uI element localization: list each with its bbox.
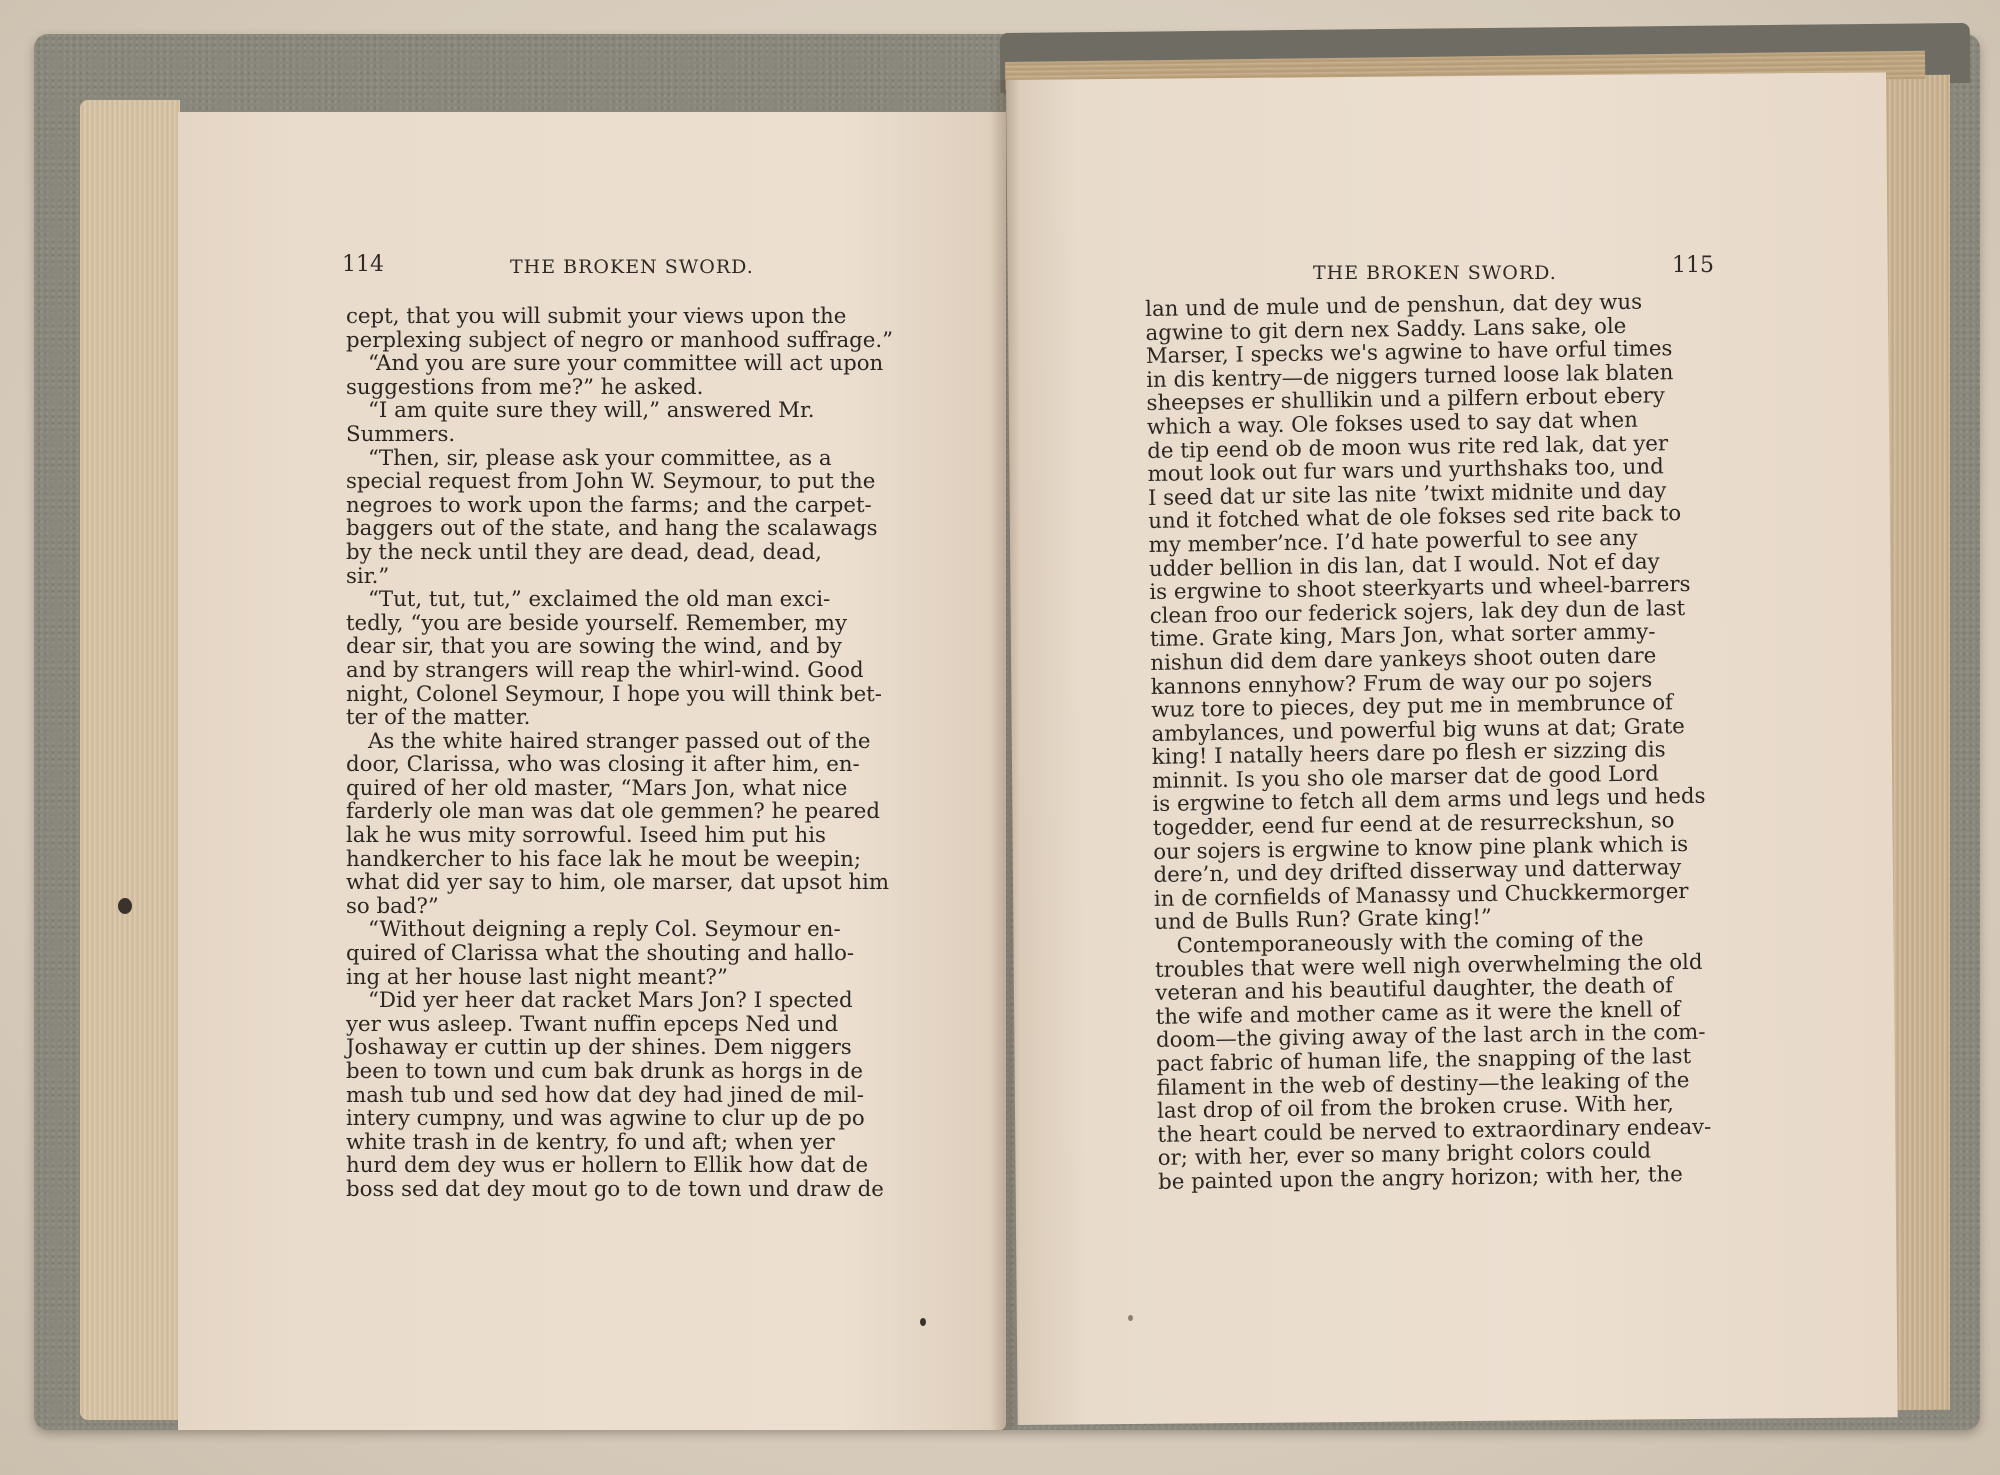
text-line: ter of the matter. xyxy=(346,705,531,731)
text-line: be painted upon the angry horizon; with her, the xyxy=(1157,1162,1683,1195)
text-line: night, Colonel Seymour, I hope you will think bet- xyxy=(346,681,882,707)
text-line: de tip eend ob de moon wus rite red lak, dat yer xyxy=(1147,430,1669,464)
text-line: handkercher to his face lak he mout be weepin; xyxy=(346,846,862,872)
text-line: togedder, eend fur eend at de resurreckshun, so xyxy=(1152,808,1675,842)
text-line: ambylances, und powerful big wuns at dat; Grate xyxy=(1151,713,1685,747)
text-line: quired of Clarissa what the shouting and hallo- xyxy=(346,941,855,967)
text-line: lan und de mule und de penshun, dat dey wus xyxy=(1144,289,1643,322)
text-line: our sojers is ergwine to know pine plank which is xyxy=(1153,831,1689,865)
text-line: dear sir, that you are sowing the wind, and by xyxy=(346,634,842,660)
text-line: Marser, I specks we's agwine to have orful times xyxy=(1145,336,1673,370)
text-line: Contemporaneously with the coming of the xyxy=(1176,926,1644,959)
text-line: sir.” xyxy=(346,563,390,589)
ink-blot xyxy=(118,898,132,914)
text-line: mout look out fur wars und yurthshaks too, und xyxy=(1147,454,1664,488)
text-line: cept, that you will submit your views upon the xyxy=(346,304,847,329)
text-line: “Then, sir, please ask your committee, as a xyxy=(368,445,832,471)
text-line: Joshaway er cuttin up der shines. Dem niggers xyxy=(346,1035,852,1061)
text-line: Summers. xyxy=(346,421,456,447)
text-line: “I am quite sure they will,” answered Mr. xyxy=(368,398,815,424)
text-line: doom—the giving away of the last arch in the com- xyxy=(1155,1020,1706,1054)
text-line: been to town und cum bak drunk as horgs in de xyxy=(346,1059,863,1084)
text-line: sheepses er shullikin und a pilfern erbout ebery xyxy=(1146,383,1666,417)
text-line: baggers out of the state, and hang the scalawags xyxy=(346,516,878,542)
text-line: und de Bulls Run? Grate king!” xyxy=(1154,905,1492,936)
text-line: As the white haired stranger passed out of the xyxy=(368,728,871,754)
text-line: pact fabric of human life, the snapping of the last xyxy=(1156,1043,1692,1077)
left-page-number: 114 xyxy=(342,252,384,277)
text-line: or; with her, ever so many bright colors could xyxy=(1157,1138,1652,1172)
text-line: in de cornfields of Manassy und Chuckkermorger xyxy=(1153,878,1689,912)
text-line: dere’n, und dey drifted disserway und datterway xyxy=(1153,855,1682,889)
left-page-text xyxy=(346,305,914,1202)
text-line: time. Grate king, Mars Jon, what sorter ammy- xyxy=(1149,619,1656,653)
text-line: is ergwine to fetch all dem arms und legs und heds xyxy=(1152,784,1706,818)
text-line: wuz tore to pieces, dey put me in membrunce of xyxy=(1150,690,1674,724)
text-line: which a way. Ole fokses used to say dat when xyxy=(1146,407,1639,440)
text-line: kannons ennyhow? Frum de way our po sojers xyxy=(1150,667,1653,700)
text-line: lak he wus mity sorrowful. Iseed him put his xyxy=(346,823,826,849)
right-page-text xyxy=(1145,290,1718,1195)
right-running-head: THE BROKEN SWORD. xyxy=(1313,262,1557,284)
text-line: intery cumpny, und was agwine to clur up de po xyxy=(346,1106,865,1132)
text-line: suggestions from me?” he asked. xyxy=(346,374,704,400)
text-line: und it fotched what de ole fokses sed rite back to xyxy=(1148,501,1682,535)
text-line: “Tut, tut, tut,” exclaimed the old man exci- xyxy=(368,587,831,613)
text-line: clean froo our federick sojers, lak dey dun de last xyxy=(1149,595,1686,629)
text-line: so bad?” xyxy=(346,893,439,919)
right-page-number: 115 xyxy=(1672,253,1714,278)
text-line: filament in the web of destiny—the leaking of the xyxy=(1156,1067,1690,1101)
text-line: special request from John W. Seymour, to put the xyxy=(346,469,876,495)
text-line: farderly ole man was dat ole gemmen? he peared xyxy=(346,799,881,825)
ink-blot xyxy=(920,1318,926,1326)
text-line: I seed dat ur site las nite ’twixt midnite und day xyxy=(1147,478,1667,511)
text-line: mash tub und sed how dat dey had jined de mil- xyxy=(346,1082,864,1108)
text-line: white trash in de kentry, fo und aft; when yer xyxy=(346,1129,835,1155)
text-line: “Without deigning a reply Col. Seymour en- xyxy=(368,917,841,943)
text-line: troubles that were well nigh overwhelming the old xyxy=(1154,949,1703,983)
ink-blot xyxy=(1128,1315,1133,1321)
text-line: “And you are sure your committee will act upon xyxy=(368,351,884,377)
book-gutter xyxy=(990,80,1020,1430)
text-line: the heart could be nerved to extraordinary endeav- xyxy=(1157,1114,1712,1148)
text-line: the wife and mother came as it were the knell of xyxy=(1155,996,1681,1030)
text-line: ing at her house last night meant?” xyxy=(346,964,728,990)
text-line: and by strangers will reap the whirl-wind. Good xyxy=(346,657,864,683)
left-running-head: THE BROKEN SWORD. xyxy=(510,256,754,278)
text-line: boss sed dat dey mout go to de town und draw de xyxy=(346,1176,884,1202)
text-line: negroes to work upon the farms; and the carpet- xyxy=(346,492,872,518)
text-line: veteran and his beautiful daughter, the death of xyxy=(1155,973,1674,1007)
text-line: king! I natally heers dare po flesh er sizzing dis xyxy=(1151,737,1666,771)
page-edges-left xyxy=(80,100,180,1420)
text-line: in dis kentry—de niggers turned loose lak blaten xyxy=(1146,359,1674,393)
text-line: last drop of oil from the broken cruse. With her, xyxy=(1156,1091,1675,1125)
text-line: “Did yer heer dat racket Mars Jon? I spected xyxy=(368,988,853,1014)
text-line: my member’nce. I’d hate powerful to see any xyxy=(1148,525,1638,558)
text-line: tedly, “you are beside yourself. Remember, my xyxy=(346,610,848,636)
text-line: udder bellion in dis lan, dat I would. Not ef day xyxy=(1148,548,1660,582)
text-line: perplexing subject of negro or manhood suffrage.” xyxy=(346,327,894,353)
text-line: yer wus asleep. Twant nuffin epceps Ned und xyxy=(346,1011,839,1037)
text-line: hurd dem dey wus er hollern to Ellik how dat de xyxy=(346,1153,869,1179)
text-line: by the neck until they are dead, dead, dead, xyxy=(346,539,822,565)
text-line: quired of her old master, “Mars Jon, what nice xyxy=(346,775,848,801)
text-line: door, Clarissa, who was closing it after him, en- xyxy=(346,752,860,778)
text-line: agwine to git dern nex Saddy. Lans sake, ole xyxy=(1145,313,1627,346)
text-line: what did yer say to him, ole marser, dat upsot him xyxy=(346,870,890,896)
text-line: minnit. Is you sho ole marser dat de good Lord xyxy=(1151,761,1660,794)
text-line: is ergwine to shoot steerkyarts und wheel-barrers xyxy=(1149,572,1691,606)
text-line: nishun did dem dare yankeys shoot outen dare xyxy=(1150,643,1657,676)
